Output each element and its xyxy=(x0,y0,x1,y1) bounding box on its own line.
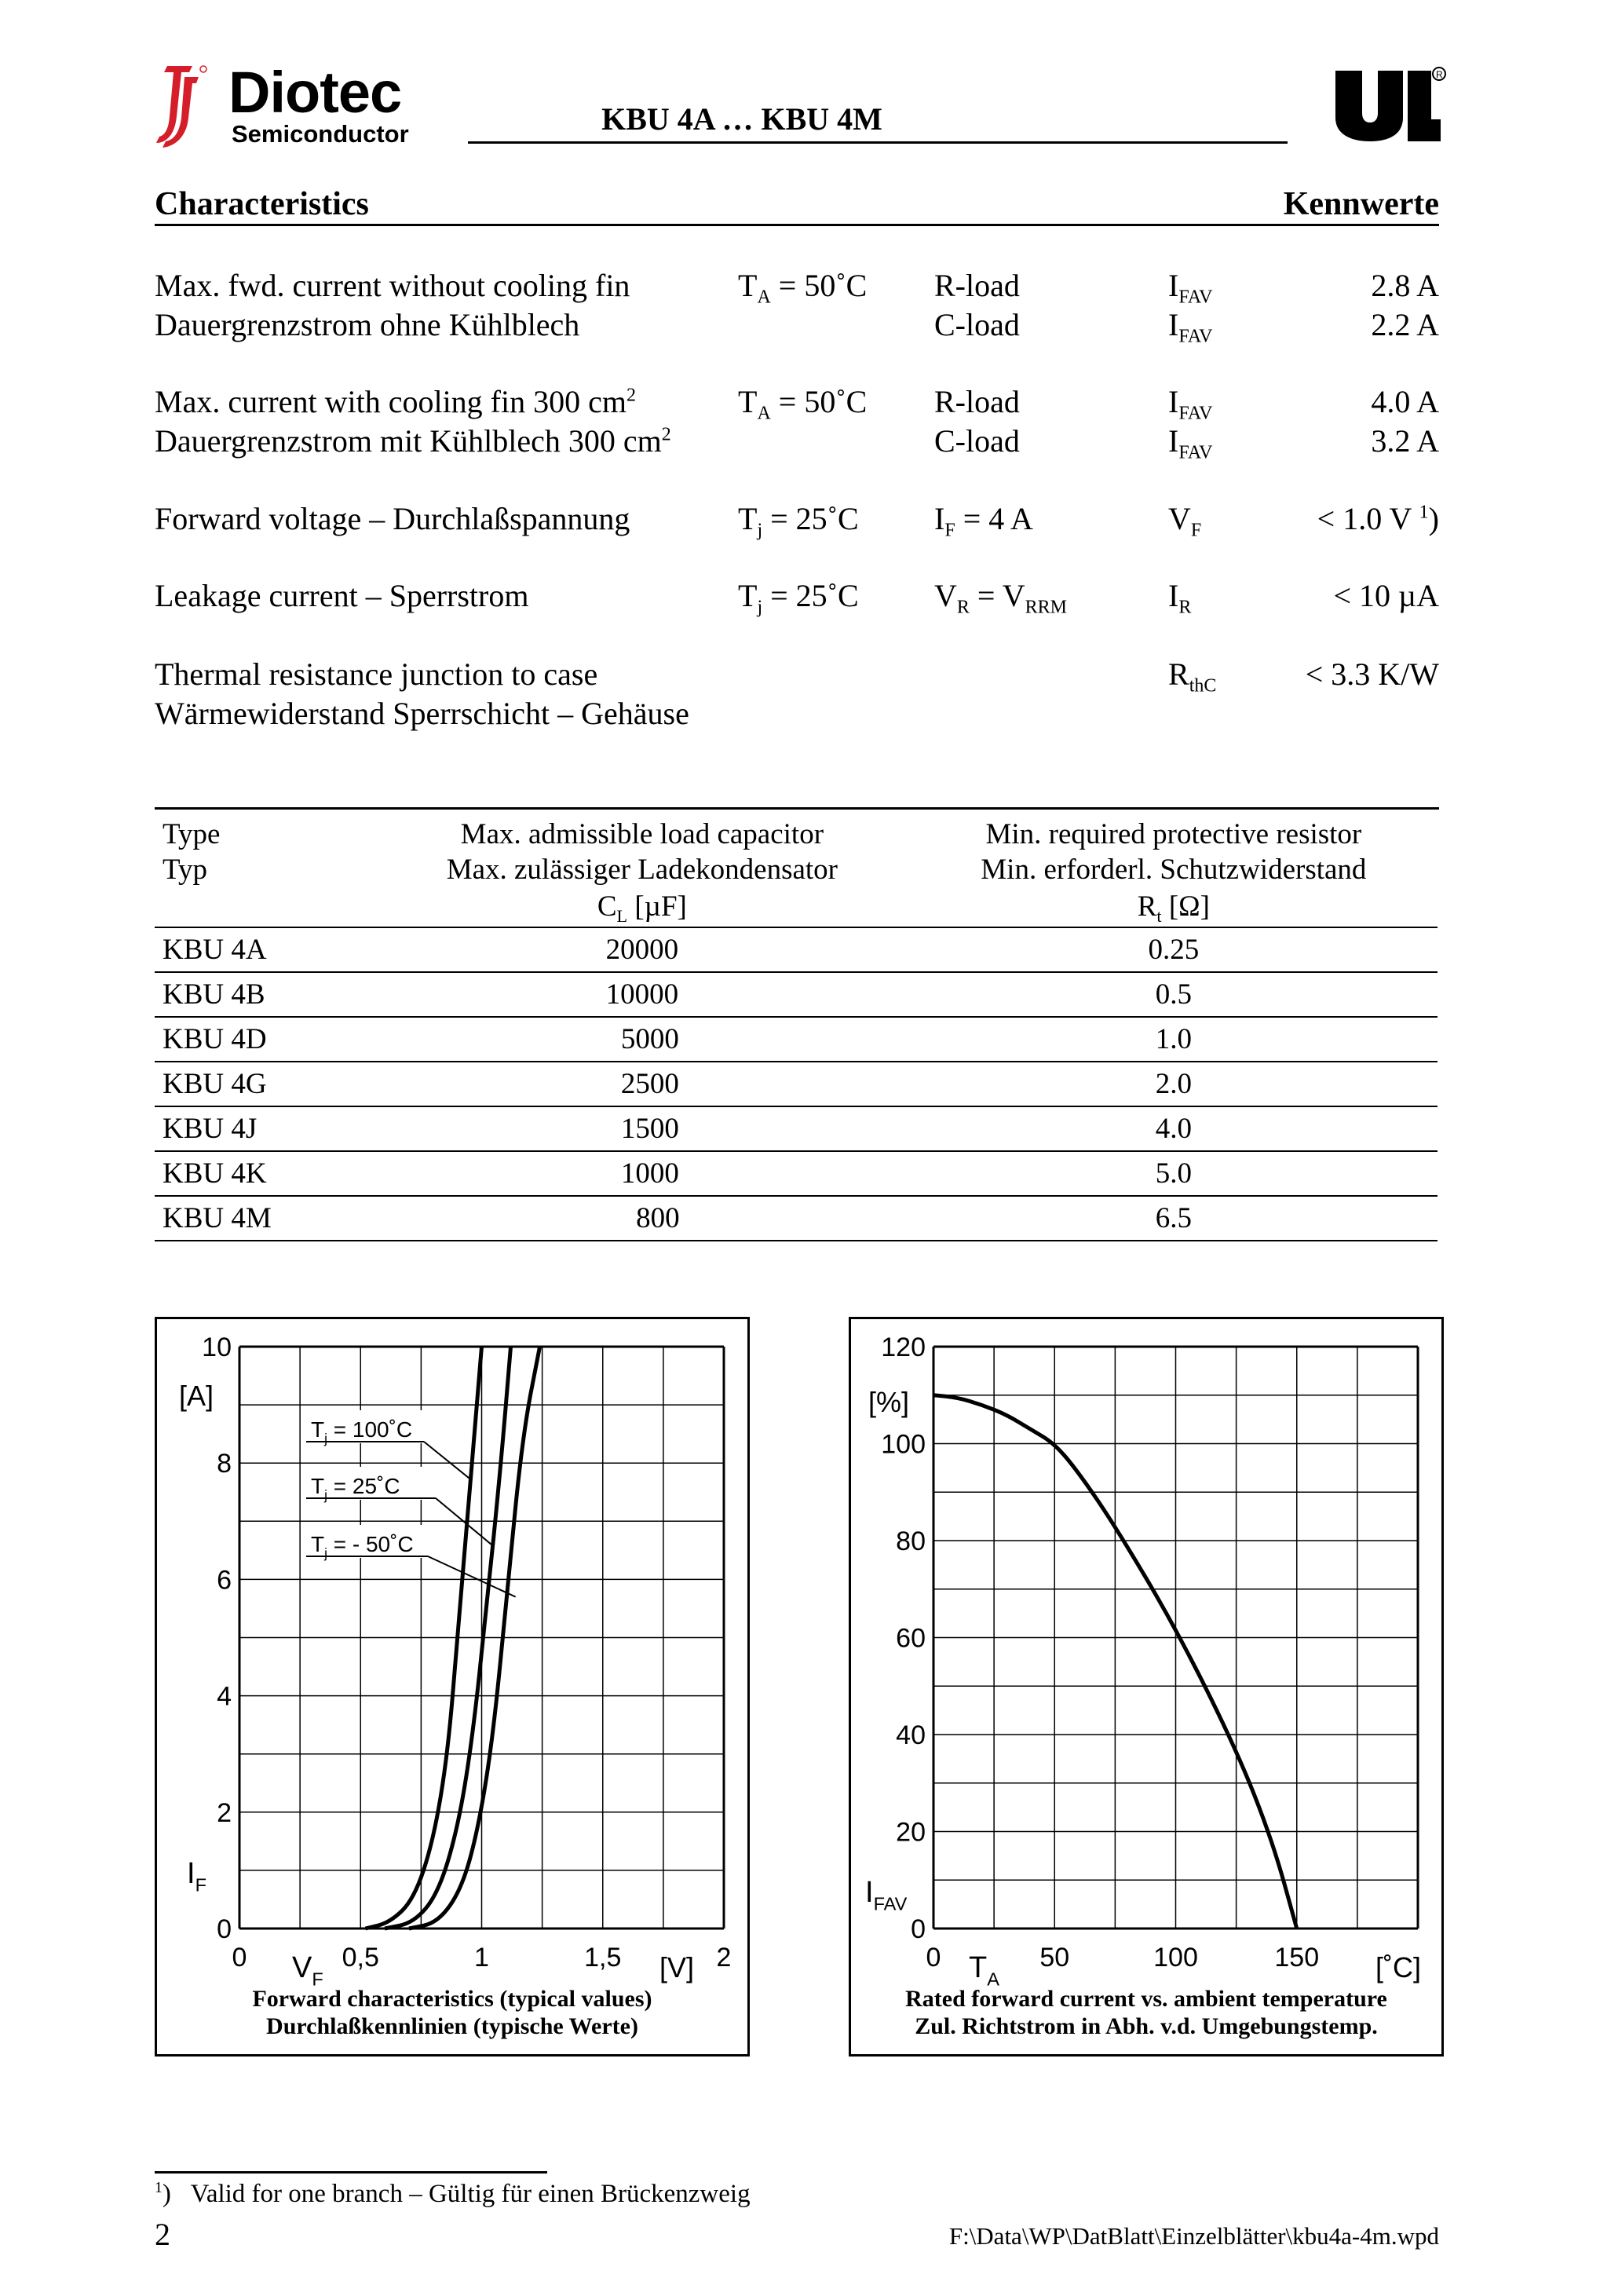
table-row: KBU 4B 10000 0.5 xyxy=(155,972,1438,1017)
char-3-value: < 1.0 V $^1$) xyxy=(1317,501,1439,536)
char-5-value: < 3.3 K/W xyxy=(1305,656,1439,692)
char-3-condition: $T_j$ = 25˚C xyxy=(738,501,859,541)
forward-characteristics-svg xyxy=(157,1319,747,2054)
derating-svg xyxy=(851,1319,1441,2054)
x-tick-label: 0 xyxy=(232,1943,247,1972)
chart-caption-de: Durchlaßkennlinien (typische Werte) xyxy=(266,2013,638,2039)
table-row: KBU 4G 2500 2.0 xyxy=(155,1062,1438,1106)
header-res-en: Min. required protective resistor xyxy=(985,818,1362,850)
char-2-value-2: 3.2 A xyxy=(1371,423,1439,459)
header-cap-unit: $C_L$ [µF] xyxy=(597,890,687,926)
x-tick-label: 0,5 xyxy=(342,1943,379,1972)
y-axis-label: $I_{FAV}$ xyxy=(865,1876,908,1914)
table-row: KBU 4D 5000 1.0 xyxy=(155,1017,1438,1062)
section-title-de: Kennwerte xyxy=(1283,186,1439,222)
char-4-condition: $T_j$ = 25˚C xyxy=(738,578,859,618)
file-path: F:\Data\WP\DatBlatt\Einzelblätter\kbu4a-4m.wpd xyxy=(948,2222,1439,2250)
table-row: KBU 4K 1000 5.0 xyxy=(155,1151,1438,1196)
char-4-value: < 10 µA xyxy=(1333,578,1439,613)
footnote-mark: 1 xyxy=(155,2179,163,2197)
y-axis-unit: [%] xyxy=(868,1386,910,1418)
x-tick-label: 1 xyxy=(474,1943,489,1972)
diotec-logo-icon xyxy=(153,61,208,149)
y-axis-label: $I_F$ xyxy=(187,1857,206,1896)
y-tick-label: 40 xyxy=(896,1720,926,1750)
x-axis-label: $T_A$ xyxy=(969,1951,999,1990)
char-1-desc-en: Max. fwd. current without cooling fin xyxy=(155,268,630,303)
section-title-en: Characteristics xyxy=(155,186,369,222)
y-tick-label: 0 xyxy=(217,1914,232,1944)
char-2-symbol-1: $I_{FAV}$ xyxy=(1168,384,1213,424)
header-res-de: Min. erforderl. Schutzwiderstand xyxy=(981,854,1367,886)
footnote: $^1$) Valid for one branch – Gültig für einen Brückenzweig xyxy=(155,2179,751,2208)
char-4-symbol: $I_R$ xyxy=(1168,578,1192,618)
derating-chart xyxy=(849,1317,1444,2057)
title-underline xyxy=(468,141,1288,144)
x-axis-unit: [V] xyxy=(659,1951,695,1983)
diotec-logo xyxy=(153,61,436,152)
char-5-desc-en: Thermal resistance junction to case xyxy=(155,656,598,692)
section-divider xyxy=(155,224,1439,226)
legend-label-1: $T_j$ = 100˚C xyxy=(311,1417,413,1446)
forward-characteristics-chart xyxy=(155,1317,750,2057)
header-res-unit: $R_t$ [Ω] xyxy=(1137,890,1210,926)
y-axis-unit: [A] xyxy=(179,1380,214,1412)
char-2-value-1: 4.0 A xyxy=(1371,384,1439,419)
x-tick-label: 2 xyxy=(716,1943,732,1972)
char-1-desc-de: Dauergrenzstrom ohne Kühlblech xyxy=(155,307,580,342)
char-2-desc-de: Dauergrenzstrom mit Kühlblech 300 $cm^2$ xyxy=(155,423,671,459)
char-4-desc: Leakage current – Sperrstrom xyxy=(155,578,529,613)
capacitor-resistor-table xyxy=(155,817,1438,1241)
char-3-symbol: $V_F$ xyxy=(1168,501,1202,541)
chart-caption-de: Zul. Richtstrom in Abh. v.d. Umgebungstemp. xyxy=(915,2013,1378,2039)
header-cap-de: Max. zulässiger Ladekondensator xyxy=(446,854,838,886)
footnote-text: Valid for one branch – Gültig für einen Brückenzweig xyxy=(190,2180,751,2208)
brand-subtitle: Semiconductor xyxy=(232,120,409,148)
table-row: KBU 4J 1500 4.0 xyxy=(155,1106,1438,1151)
char-2-symbol-2: $I_{FAV}$ xyxy=(1168,423,1213,463)
x-tick-label: 50 xyxy=(1039,1943,1070,1972)
char-2-desc-en: Max. current with cooling fin 300 $cm^2$ xyxy=(155,384,636,419)
page-number: 2 xyxy=(155,2217,170,2252)
y-tick-label: 20 xyxy=(896,1817,926,1848)
header-cap-en: Max. admissible load capacitor xyxy=(460,818,824,850)
table-header-row-1 xyxy=(155,817,1438,852)
chart-caption-en: Forward characteristics (typical values) xyxy=(252,1986,652,2012)
legend-label-3: $T_j$ = - 50˚C xyxy=(311,1532,414,1561)
y-tick-label: 0 xyxy=(911,1914,926,1944)
legend-leader-line xyxy=(424,1442,472,1480)
char-1-value-1: 2.8 A xyxy=(1371,268,1439,303)
page-title: KBU 4A … KBU 4M xyxy=(601,101,882,137)
x-tick-label: 150 xyxy=(1274,1943,1320,1972)
y-tick-label: 100 xyxy=(881,1429,926,1460)
char-3-desc: Forward voltage – Durchlaßspannung xyxy=(155,501,630,536)
y-tick-label: 120 xyxy=(881,1333,926,1362)
ul-icon xyxy=(1331,63,1448,145)
char-1-load-c: C-load xyxy=(934,307,1020,342)
y-tick-label: 8 xyxy=(217,1449,232,1479)
header-type-de: Typ xyxy=(163,854,208,886)
char-1-symbol-2: $I_{FAV}$ xyxy=(1168,307,1213,347)
char-1-symbol-1: $I_{FAV}$ xyxy=(1168,268,1213,308)
y-tick-label: 60 xyxy=(896,1623,926,1654)
char-2-load-c: C-load xyxy=(934,423,1020,459)
chart-caption-en: Rated forward current vs. ambient temperature xyxy=(905,1986,1387,2012)
char-1-condition: $T_A$ = 50˚C xyxy=(738,268,868,308)
table-row: KBU 4A 20000 0.25 xyxy=(155,927,1438,972)
x-tick-label: 0 xyxy=(926,1943,941,1972)
x-axis-unit: [˚C] xyxy=(1375,1951,1421,1983)
y-tick-label: 6 xyxy=(217,1565,232,1596)
char-1-value-2: 2.2 A xyxy=(1371,307,1439,342)
char-2-load-r: R-load xyxy=(934,384,1020,419)
char-5-desc-de: Wärmewiderstand Sperrschicht – Gehäuse xyxy=(155,696,689,731)
char-3-load: $I_F = 4$ A xyxy=(934,501,1033,541)
legend-leader-line xyxy=(428,1556,516,1597)
char-2-condition: $T_A$ = 50˚C xyxy=(738,384,868,424)
header-type-en: Type xyxy=(163,818,221,850)
table-row: KBU 4M 800 6.5 xyxy=(155,1196,1438,1241)
svg-text:R: R xyxy=(1436,69,1443,80)
y-tick-label: 4 xyxy=(217,1681,232,1712)
x-tick-label: 100 xyxy=(1153,1943,1198,1972)
table-top-border xyxy=(155,807,1439,810)
char-5-symbol: $R_{thC}$ xyxy=(1168,656,1217,696)
y-tick-label: 80 xyxy=(896,1526,926,1556)
x-tick-label: 1,5 xyxy=(584,1943,622,1972)
footnote-rule xyxy=(155,2171,547,2174)
ul-certification-mark xyxy=(1331,63,1448,145)
y-tick-label: 10 xyxy=(202,1333,232,1362)
brand-name: Diotec xyxy=(228,60,402,125)
table-header-row-3 xyxy=(155,887,1438,927)
legend-label-2: $T_j$ = 25˚C xyxy=(311,1474,400,1503)
char-4-load: $V_R = V_{RRM}$ xyxy=(934,578,1067,618)
char-1-load-r: R-load xyxy=(934,268,1020,303)
x-axis-label: $V_F$ xyxy=(292,1951,323,1990)
y-tick-label: 2 xyxy=(217,1797,232,1828)
table-header-row-2 xyxy=(155,852,1438,887)
